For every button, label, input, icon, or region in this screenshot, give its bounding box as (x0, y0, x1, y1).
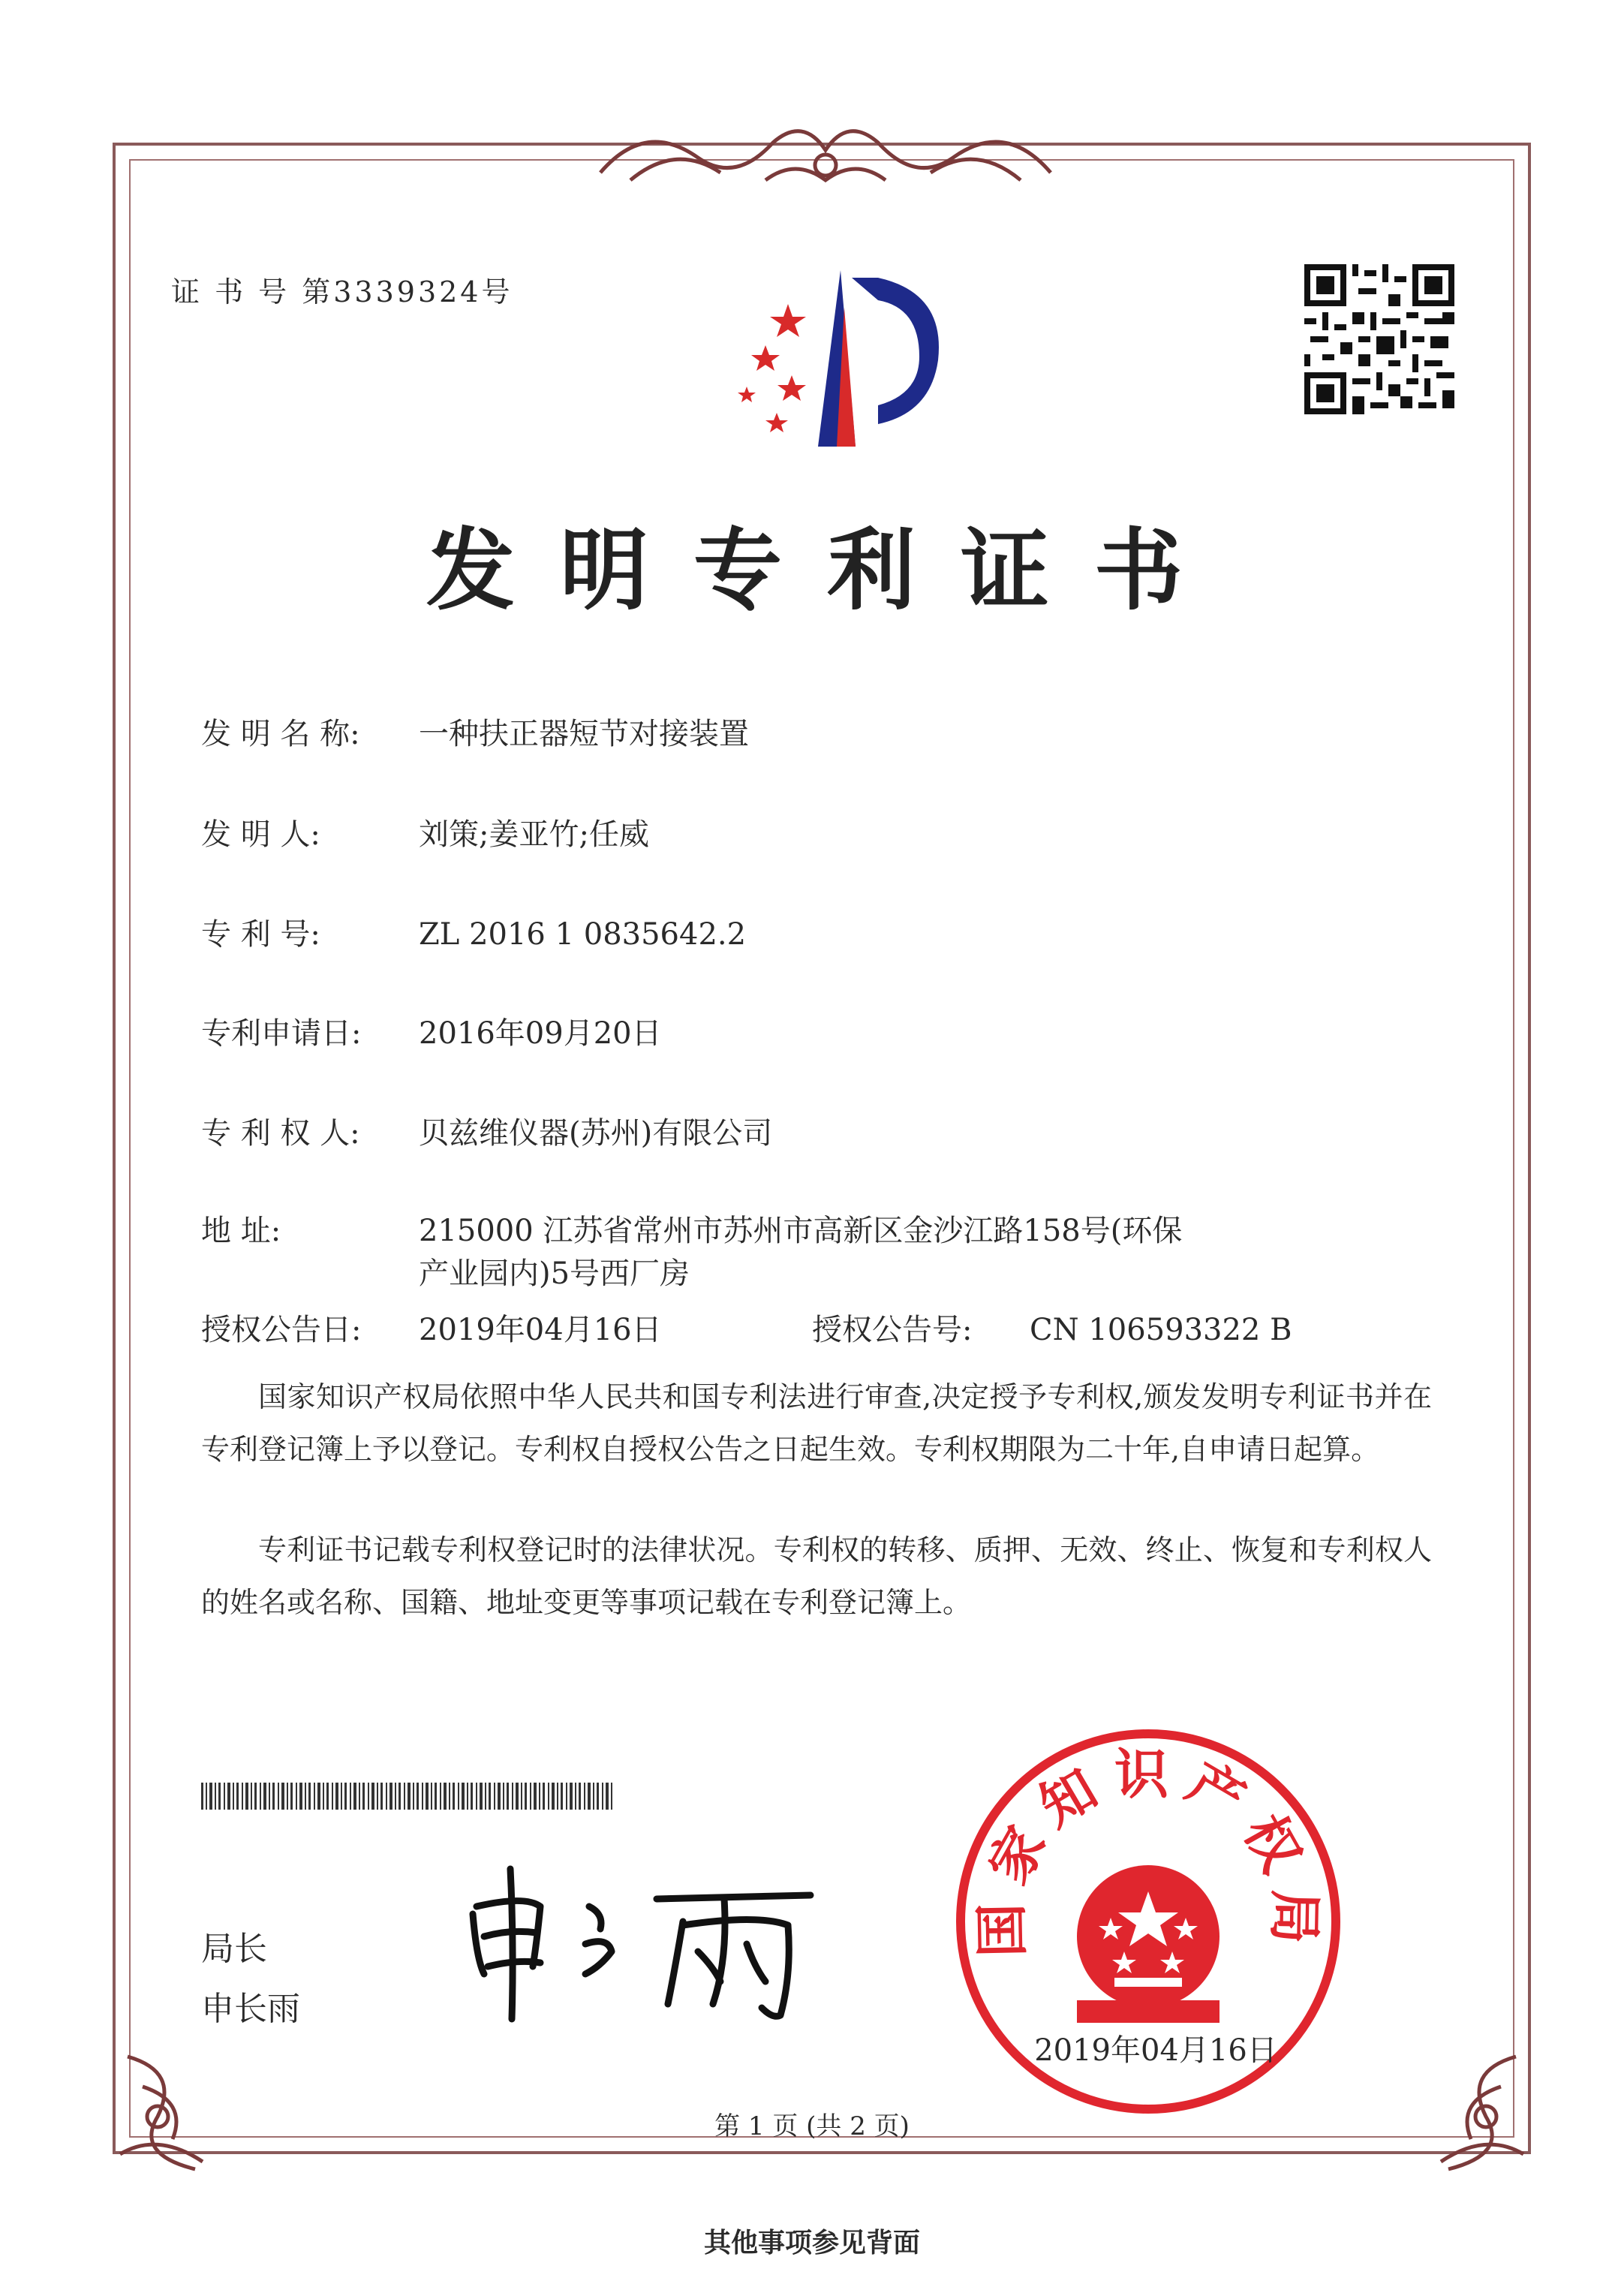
signature-icon (458, 1854, 826, 2027)
qr-code-icon[interactable] (1304, 264, 1454, 414)
field-value: 2016年09月20日 (419, 1016, 662, 1051)
field-patentee (201, 1109, 772, 1152)
field-value: 215000 江苏省常州市苏州市高新区金沙江路158号(环保 (419, 1214, 1183, 1248)
barcode-icon (201, 1783, 614, 1810)
director-title: 局长 (201, 1930, 267, 1968)
top-ornament-icon (585, 113, 1066, 195)
field-label: 发 明 人: (201, 817, 320, 852)
field-label: 发 明 名 称: (201, 717, 360, 751)
field-value: 2019年04月16日 (419, 1313, 662, 1347)
field-address (201, 1207, 1182, 1250)
svg-text:国家知识产权局: 国家知识产权局 (970, 1743, 1327, 1958)
field-value: 产业园内)5号西厂房 (419, 1256, 690, 1291)
page-number: 第 1 页 (共 2 页) (714, 2111, 910, 2141)
field-inventors (201, 811, 649, 853)
field-value: 贝兹维仪器(苏州)有限公司 (419, 1116, 773, 1151)
field-value: ZL 2016 1 0835642.2 (419, 917, 747, 952)
field-grant-date (201, 1306, 662, 1349)
legal-paragraph-1: 国家知识产权局依照中华人民共和国专利法进行审查,决定授予专利权,颁发发明专利证书并在专利登记簿上予以登记。专利权自授权公告之日起生效。专利权期限为二十年,自申请日起算。 (201, 1380, 1432, 1466)
field-label: 授权公告号: (812, 1313, 973, 1347)
seal-date: 2019年04月16日 (1034, 2033, 1277, 2068)
field-value: 刘策;姜亚竹;任威 (419, 817, 649, 852)
field-value: 一种扶正器短节对接装置 (419, 717, 749, 751)
field-value: CN 106593322 B (1030, 1313, 1292, 1347)
field-label: 专利申请日: (201, 1016, 362, 1051)
field-application-date (201, 1010, 662, 1052)
field-label: 地 址: (201, 1214, 281, 1248)
field-label: 授权公告日: (201, 1313, 362, 1347)
field-label: 专 利 号: (201, 917, 320, 952)
field-invention-name (201, 710, 749, 753)
cnipa-logo-icon (705, 263, 946, 458)
field-patent-number (201, 910, 746, 953)
field-grant-number (812, 1306, 1292, 1349)
certificate-number: 证 书 号 第3339324号 (171, 275, 513, 308)
footer-note: 其他事项参见背面 (703, 2227, 920, 2258)
director-name: 申长雨 (201, 1990, 300, 2028)
field-label: 专 利 权 人: (201, 1116, 360, 1151)
page-title: 发明专利证书 (426, 518, 1228, 622)
legal-paragraph-2: 专利证书记载专利权登记时的法律状况。专利权的转移、质押、无效、终止、恢复和专利权人的姓名或名称、国籍、地址变更等事项记载在专利登记簿上。 (201, 1533, 1432, 1619)
field-address-line2 (419, 1250, 690, 1292)
